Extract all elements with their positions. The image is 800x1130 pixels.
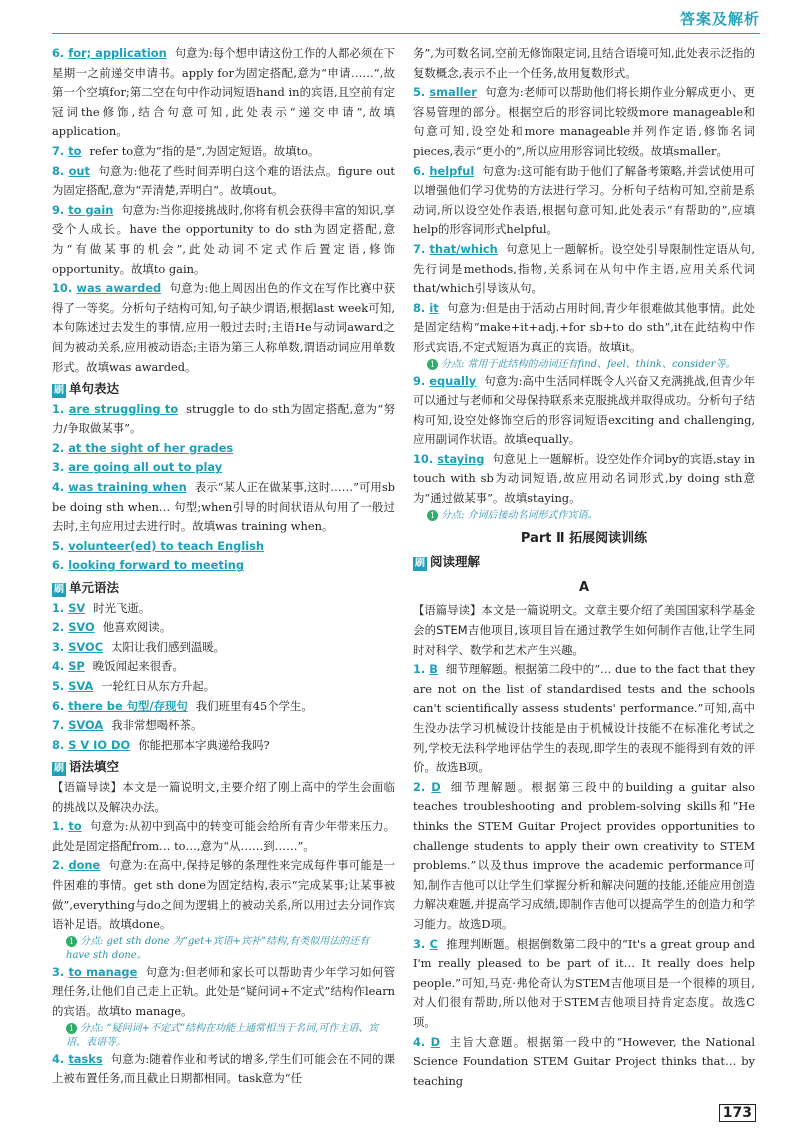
answer-key: C: [429, 936, 438, 951]
explanation-text: 主旨大意题。根据第一段中的“However, the National Science Foundation STEM Guitar Project thinks that… by teaching: [413, 1034, 755, 1088]
item-number: 9.: [413, 373, 430, 388]
unit-grammar-items: [52, 599, 395, 756]
answer-key: B: [429, 662, 438, 677]
answer-key: for; application: [68, 46, 167, 60]
tip-text: 分点: “疑问词+不定式”结构在功能上通常相当于名词,可作主语、宾语、表语等。: [66, 1022, 379, 1048]
item-number: 7.: [413, 241, 430, 256]
tip-icon: 1: [427, 510, 438, 521]
item-number: 6.: [52, 46, 69, 60]
item-number: 4.: [413, 1034, 431, 1049]
explanation-text: 推理判断题。根据倒数第二段中的“It's a great group and I'm really pleased to be part of it… It really does help people.”可知,马克·弗伦奇认为STEM吉他项目是一个很棒的项目,对人们很有帮助,所以他对于STEM吉他项目持肯定态度。故选C项。: [413, 936, 755, 1029]
answer-key: SP: [68, 659, 85, 674]
explanation-text: 句意为:在高中,保持足够的条理性来完成每件事可能是一件困难的事情。get sth done为固定结构,表示“完成某事;让某事被做”,everything与do之间为逻辑上的被动关系,所以用过去分词作宾语补足语。故填done。: [52, 858, 395, 932]
tip-icon: 1: [66, 936, 77, 947]
answer-key: smaller: [429, 85, 477, 100]
answer-key: it: [429, 300, 439, 315]
tip-text: 分点: 介词后接动名词形式作宾语。: [441, 509, 598, 521]
answer-key: there be 句型/存现句: [68, 698, 188, 713]
item-number: 5.: [413, 85, 430, 100]
section-heading-grammar-fill: 刷 语法填空: [54, 759, 120, 775]
answer-key: volunteer(ed) to teach English: [68, 538, 265, 553]
answer-item: [413, 660, 755, 778]
section-badge-icon: 刷: [54, 385, 64, 397]
explanation-text: 晚饭闻起来很香。: [92, 659, 184, 674]
explanation-text: 句意为:随着作业和考试的增多,学生们可能会在不同的课上被布置任务,而且截止日期都相同。task意为“任: [52, 1051, 395, 1086]
answer-key: tasks: [68, 1051, 103, 1066]
answer-item: [52, 599, 395, 619]
answer-item: [413, 372, 755, 450]
page-header-title: 答案及解析: [679, 10, 760, 28]
answer-key: looking forward to meeting: [68, 558, 244, 573]
answer-key: SVOA: [68, 718, 104, 733]
explanation-text: 句意为:这可能有助于他们了解备考策略,并尝试使用可以增强他们学习优势的方法进行学习。分析句子结构可知,空前是系动词,所以设空处作表语,根据句意可知,此处表示“有帮助的”,应填help的形容词形式helpful。: [413, 163, 755, 237]
explanation-text: 句意见上一题解析。设空处作介词by的宾语,stay in touch with sb为动词短语,故应用动名词形式,by doing sth意为“通过做某事”。故填staying。: [413, 451, 755, 506]
explanation-text: 句意为:从初中到高中的转变可能会给所有青少年带来压力。此处是固定搭配from… to…,意为“从……到……”。: [52, 819, 395, 853]
answer-item: [413, 240, 755, 299]
answer-item: [413, 778, 755, 935]
answer-item: [413, 299, 755, 358]
answer-item: [52, 201, 395, 279]
passage-guide: 【语篇导读】本文是一篇说明文,主要介绍了刚上高中的学生会面临的挑战以及解决办法。: [52, 779, 395, 814]
answer-item: [52, 963, 395, 1022]
answer-item: [52, 44, 395, 142]
answer-item: [413, 83, 755, 161]
section-heading-sentence-expression: 刷 单句表达: [54, 381, 120, 397]
answer-item: [52, 458, 395, 478]
tip-note: [413, 509, 755, 523]
continued-text: 务”,为可数名词,空前无修饰限定词,且结合语境可知,此处表示泛指的复数概念,表示不止一个任务,故用复数形式。: [413, 46, 755, 80]
item-number: 3.: [413, 936, 430, 951]
answer-item: [413, 1033, 755, 1091]
explanation-text: 我非常想喝杯茶。: [111, 718, 203, 733]
answer-item: [52, 618, 395, 638]
answer-item: [52, 556, 395, 576]
answer-item: [52, 716, 395, 736]
left-top-items: [52, 44, 395, 377]
page-number: 173: [719, 1104, 756, 1122]
answer-item: [52, 400, 395, 439]
answer-key: to: [68, 819, 82, 834]
answer-key: to: [68, 143, 82, 158]
explanation-text: 句意为:高中生活同样既令人兴奋又充满挑战,但青少年可以通过与老师和父母保持联系来克服挑战并取得成功。分析句子结构可知,设空处修饰空后的形容词短语exciting and challenging,应用副词作状语。故填equally。: [413, 373, 755, 447]
item-number: 2.: [413, 779, 432, 794]
answer-item: [52, 478, 395, 537]
answer-item: [52, 439, 395, 459]
item-number: 6.: [413, 163, 430, 178]
answer-key: SV: [68, 600, 86, 615]
explanation-text: 句意为:他上周因出色的作文在写作比赛中获得了一等奖。分析句子结构可知,句子缺少谓语,根据last week可知,本句陈述过去发生的事情,应用一般过去时;主语He与动词award之间为被动关系,应用被动语态;主语为第三人称单数,谓语动词应用单数形式。故填was awarded。: [52, 281, 395, 374]
answer-key: helpful: [429, 163, 475, 178]
right-top-items: [413, 83, 755, 522]
tip-note: [413, 358, 755, 372]
item-number: 9.: [52, 202, 69, 217]
tip-note: [52, 935, 395, 963]
item-number: 1.: [413, 662, 430, 677]
item-number: 1.: [52, 819, 69, 834]
explanation-text: refer to意为“指的是”,为固定短语。故填to。: [89, 143, 320, 158]
answer-key: that/which: [429, 241, 498, 256]
item-number: 10.: [413, 451, 438, 466]
item-number: 6.: [52, 558, 69, 573]
item-number: 2.: [52, 858, 69, 873]
section-badge-icon: 刷: [415, 558, 425, 570]
answer-item: [413, 162, 755, 240]
answer-item: [52, 817, 395, 856]
passage-label: A: [578, 579, 590, 595]
answer-key: staying: [437, 451, 485, 466]
item-number: 3.: [52, 964, 69, 979]
answer-item: [52, 697, 395, 717]
item-number: 8.: [413, 300, 430, 315]
section-heading-unit-grammar: 刷 单元语法: [54, 580, 120, 596]
tip-icon: 1: [66, 1023, 77, 1034]
answer-key: was training when: [68, 480, 187, 495]
answer-key: SVO: [68, 620, 95, 635]
item-number: 4.: [52, 1051, 69, 1066]
grammar-fill-items: [52, 817, 395, 1089]
explanation-text: struggle to do sth为固定搭配,意为“努力/争取做某事”。: [52, 401, 395, 436]
answer-key: D: [431, 779, 441, 794]
answer-item: [413, 450, 755, 509]
answer-key: are going all out to play: [68, 460, 223, 475]
item-number: 6.: [52, 698, 69, 713]
answer-key: are struggling to: [68, 401, 179, 416]
explanation-text: 句意为:他花了些时间弄明白这个难的语法点。figure out为固定搭配,意为“弄清楚,弄明白”。故填out。: [52, 163, 395, 198]
item-number: 1.: [52, 401, 69, 416]
tip-note: [52, 1022, 395, 1050]
right-column: [413, 44, 755, 1090]
explanation-text: 细节理解题。根据第三段中的building a guitar also teaches troubleshooting and problem-solving skills和“He thinks the STEM Guitar Project provides opportunities to challenge students to apply their own creativity to STEM problems.”以及thus improve the academic performance可知,制作吉他可以让学生们掌握分析和解决问题的技能,还能应用创造力解决难题,并提高学习成绩,即制作吉他可以提高学生的创造力和学习能力。故选D项。: [413, 779, 755, 931]
answer-key: done: [68, 858, 101, 873]
explanation-text: 句意见上一题解析。设空处引导限制性定语从句,先行词是methods,指物,关系词在从句中作主语,应用关系代词that/which引导该从句。: [413, 241, 755, 296]
answer-key: was awarded: [76, 281, 162, 296]
item-number: 1.: [52, 600, 69, 615]
explanation-text: 句意为:老师可以帮助他们将长期作业分解成更小、更容易管理的部分。根据空后的形容词比较级more manageable和句意可知,设空处和more manageable并列作定语,修饰名词pieces,表示“更小的”,所以应用形容词比较级。故填smaller。: [413, 85, 755, 158]
item-number: 4.: [52, 480, 69, 495]
explanation-text: 太阳让我们感到温暖。: [111, 639, 226, 654]
answer-item: [52, 1050, 395, 1089]
answer-item: [52, 638, 395, 658]
answer-item: [413, 935, 755, 1033]
item-number: 2.: [52, 620, 69, 635]
tip-text: 分点: get sth done 为“get+宾语+宾补”结构,有类似用法的还有 have sth done。: [66, 935, 370, 961]
tip-icon: 1: [427, 359, 438, 370]
item-number: 3.: [52, 639, 69, 654]
reading-items: [413, 660, 755, 1090]
explanation-text: 时光飞逝。: [93, 600, 151, 615]
explanation-text: 一轮红日从东方升起。: [101, 679, 216, 693]
explanation-text: 你能把那本字典递给我吗?: [138, 737, 270, 752]
item-number: 4.: [52, 659, 69, 674]
explanation-text: 表示“某人正在做某事,这时……”可用sb be doing sth when… 句型;when引导的时间状语从句用了一般过去时,主句应用过去进行时。故填was training when。: [52, 480, 395, 534]
item-number: 7.: [52, 143, 69, 158]
section-badge-icon: 刷: [54, 584, 64, 596]
explanation-text: 句意为:当你迎接挑战时,你将有机会获得丰富的知识,享受个人成长。have the opportunity to do sth为固定搭配,意为“有做某事的机会”,此处动词不定式作后置定语,修饰opportunity。故填to gain。: [52, 202, 395, 276]
explanation-text: 句意为:但是由于活动占用时间,青少年很难做其他事情。此处是固定结构“make+it+adj.+for sb+to do sth”,it在此结构中作形式宾语,不定式短语为真正的宾语。故填it。: [413, 300, 755, 354]
answer-item: [52, 142, 395, 162]
item-number: 7.: [52, 718, 69, 733]
answer-key: SVOC: [68, 639, 104, 654]
sentence-expression-items: [52, 400, 395, 576]
header-divider: [52, 33, 760, 34]
item-number: 5.: [52, 679, 69, 693]
tip-text: 分点: 常用于此结构的动词还有find、feel、think、consider等。: [441, 358, 736, 370]
explanation-text: 句意为:每个想申请这份工作的人都必须在下星期一之前递交申请书。apply for为固定搭配,意为“申请……”,故第一个空填for;第二空在句中作动词短语hand in的宾语,且空前有定冠词the修饰,结合句意可知,此处表示“递交申请”,故填application。: [52, 46, 395, 139]
answer-key: D: [430, 1034, 441, 1049]
answer-key: equally: [429, 373, 477, 388]
explanation-text: 细节理解题。根据第二段中的“… due to the fact that they are not on the list of standardised tests and the schools can't scientifically assess students' performance.”可知,高中生没办法学习机械设计技能是由于机械设计技能不在标准化考试之列,学校无法科学地评估学生的表现,即学生的表现不能得到有效的评价。故选B项。: [413, 662, 755, 775]
answer-item: [52, 657, 395, 677]
answer-key: to gain: [68, 202, 114, 217]
explanation-text: 我们班里有45个学生。: [195, 698, 313, 713]
item-number: 5.: [52, 538, 69, 553]
answer-item: [52, 856, 395, 934]
answer-key: to manage: [68, 964, 138, 979]
section-badge-icon: 刷: [54, 763, 64, 775]
item-number: 8.: [52, 737, 69, 752]
part-title: Part Ⅱ 拓展阅读训练: [520, 530, 648, 546]
item-number: 2.: [52, 440, 69, 455]
answer-item: [52, 736, 395, 756]
answer-item: [52, 279, 395, 377]
left-column: [52, 44, 395, 1090]
reading-guide: 【语篇导读】本文是一篇说明文。文章主要介绍了美国国家科学基金会的STEM吉他项目,该项目旨在通过教学生如何制作吉他,让学生同时对科学、数学和艺术产生兴趣。: [413, 603, 755, 657]
item-number: 10.: [52, 281, 77, 296]
answer-key: out: [68, 163, 90, 178]
answer-key: S V IO DO: [68, 737, 131, 752]
answer-key: SVA: [68, 679, 94, 693]
explanation-text: 句意为:但老师和家长可以帮助青少年学习如何管理任务,让他们自己走上正轨。此处是“疑问词+不定式”结构作learn的宾语。故填to manage。: [52, 964, 395, 1018]
answer-item: [52, 677, 395, 697]
explanation-text: 他喜欢阅读。: [102, 620, 172, 635]
answer-key: at the sight of her grades: [68, 440, 234, 455]
item-number: 3.: [52, 460, 69, 475]
answer-item: [52, 537, 395, 557]
section-heading-reading: 刷 阅读理解: [415, 554, 481, 570]
item-number: 8.: [52, 163, 69, 178]
answer-item: [52, 162, 395, 201]
